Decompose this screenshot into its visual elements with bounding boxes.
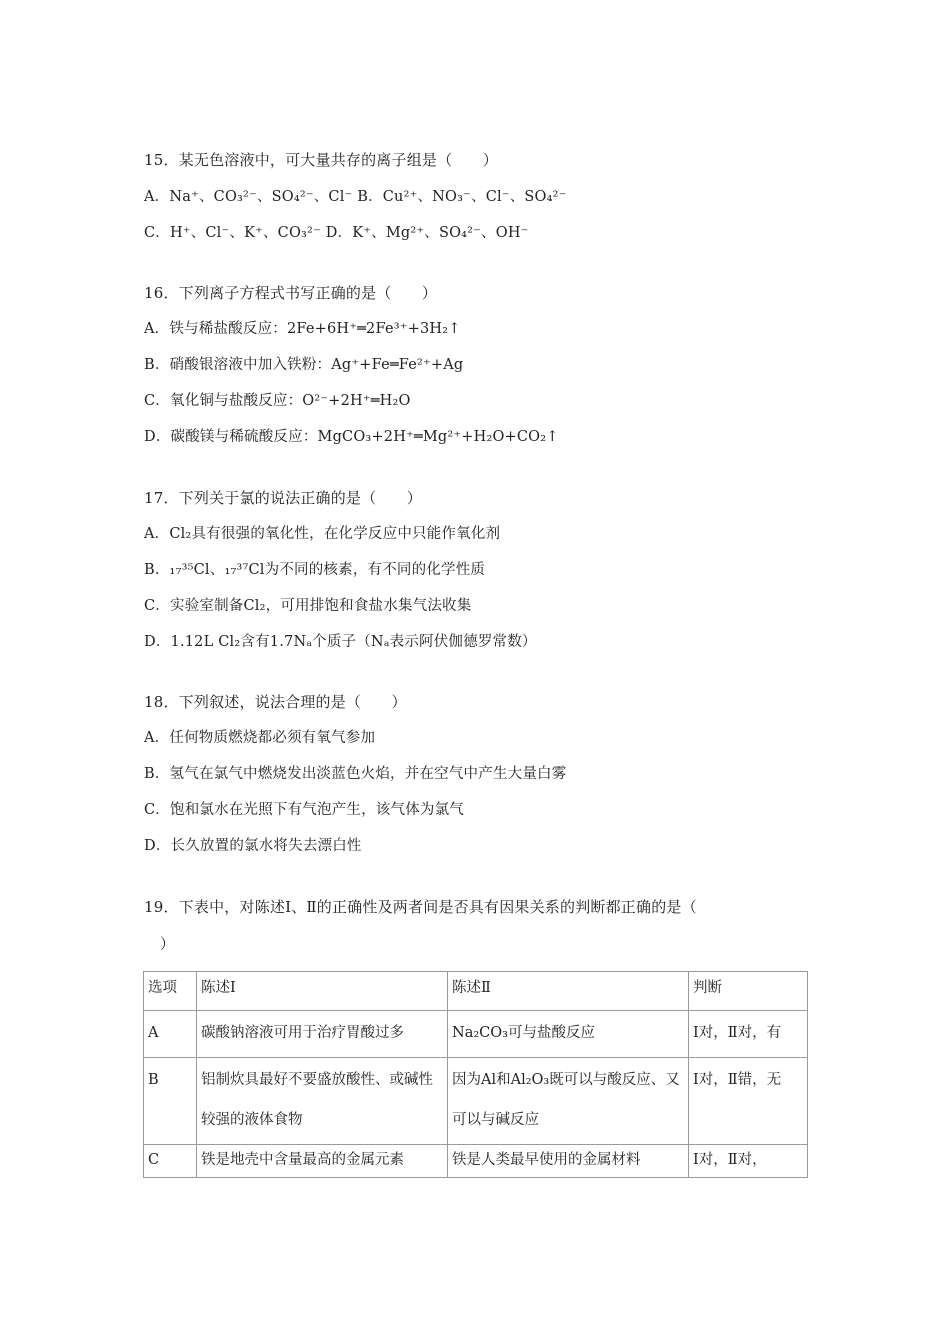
- table-header-cell: 陈述Ⅱ: [448, 972, 689, 1011]
- q18-option-d: D．长久放置的氯水将失去漂白性: [144, 838, 362, 854]
- table-cell: Ⅰ对，Ⅱ对，: [689, 1145, 808, 1178]
- q16-title: 16．下列离子方程式书写正确的是（ ）: [144, 284, 438, 302]
- q18-option-a: A．任何物质燃烧都必须有氧气参加: [144, 730, 376, 746]
- q17-option-c: C．实验室制备Cl₂，可用排饱和食盐水集气法收集: [144, 598, 472, 614]
- table-row: [144, 1011, 808, 1058]
- table-row: [144, 1145, 808, 1178]
- table-cell: Na₂CO₃可与盐酸反应: [448, 1011, 689, 1058]
- table-cell: Ⅰ对，Ⅱ对，有: [689, 1011, 808, 1058]
- table-cell: C: [144, 1145, 197, 1178]
- table-header-row: [144, 972, 808, 1011]
- q18-title: 18．下列叙述，说法合理的是（ ）: [144, 693, 407, 711]
- table-cell: 因为Al和Al₂O₃既可以与酸反应、又可以与碱反应: [448, 1058, 689, 1145]
- table-cell: B: [144, 1058, 197, 1145]
- table-cell: A: [144, 1011, 197, 1058]
- q19-title: 19．下表中，对陈述Ⅰ、Ⅱ的正确性及两者间是否具有因果关系的判断都正确的是（: [144, 898, 697, 916]
- table-cell: 碳酸钠溶液可用于治疗胃酸过多: [197, 1011, 448, 1058]
- q18-option-b: B．氢气在氯气中燃烧发出淡蓝色火焰，并在空气中产生大量白雾: [144, 766, 567, 782]
- table-cell: 铁是地壳中含量最高的金属元素: [197, 1145, 448, 1178]
- table-header-cell: 选项: [144, 972, 197, 1011]
- q17-option-a: A．Cl₂具有很强的氧化性，在化学反应中只能作氧化剂: [144, 526, 501, 542]
- table-row: [144, 1058, 808, 1145]
- q15-title: 15．某无色溶液中，可大量共存的离子组是（ ）: [144, 151, 498, 169]
- q18-option-c: C．饱和氯水在光照下有气泡产生，该气体为氯气: [144, 802, 464, 818]
- q16-option-c: C．氧化铜与盐酸反应：O²⁻+2H⁺═H₂O: [144, 393, 411, 409]
- q17-title: 17．下列关于氯的说法正确的是（ ）: [144, 489, 422, 507]
- table-cell: Ⅰ对，Ⅱ错，无: [689, 1058, 808, 1145]
- q19-title-continued: ）: [160, 937, 175, 953]
- q19-table: [143, 971, 808, 1178]
- q15-option-cd: C．H⁺、Cl⁻、K⁺、CO₃²⁻ D．K⁺、Mg²⁺、SO₄²⁻、OH⁻: [144, 225, 529, 241]
- q17-option-b: B．₁₇³⁵Cl、₁₇³⁷Cl为不同的核素，有不同的化学性质: [144, 562, 486, 578]
- table-cell: 铁是人类最早使用的金属材料: [448, 1145, 689, 1178]
- q16-option-b: B．硝酸银溶液中加入铁粉：Ag⁺+Fe═Fe²⁺+Ag: [144, 357, 464, 373]
- q17-option-d: D．1.12L Cl₂含有1.7Nₐ个质子（Nₐ表示阿伏伽德罗常数）: [144, 634, 537, 650]
- table-cell: 铝制炊具最好不要盛放酸性、或碱性较强的液体食物: [197, 1058, 448, 1145]
- q16-option-d: D．碳酸镁与稀硫酸反应：MgCO₃+2H⁺═Mg²⁺+H₂O+CO₂↑: [144, 429, 559, 445]
- table-header-cell: 陈述Ⅰ: [197, 972, 448, 1011]
- table-header-cell: 判断: [689, 972, 808, 1011]
- q15-option-ab: A．Na⁺、CO₃²⁻、SO₄²⁻、Cl⁻ B．Cu²⁺、NO₃⁻、Cl⁻、SO₄²⁻: [144, 189, 567, 205]
- q16-option-a: A．铁与稀盐酸反应：2Fe+6H⁺═2Fe³⁺+3H₂↑: [144, 321, 461, 337]
